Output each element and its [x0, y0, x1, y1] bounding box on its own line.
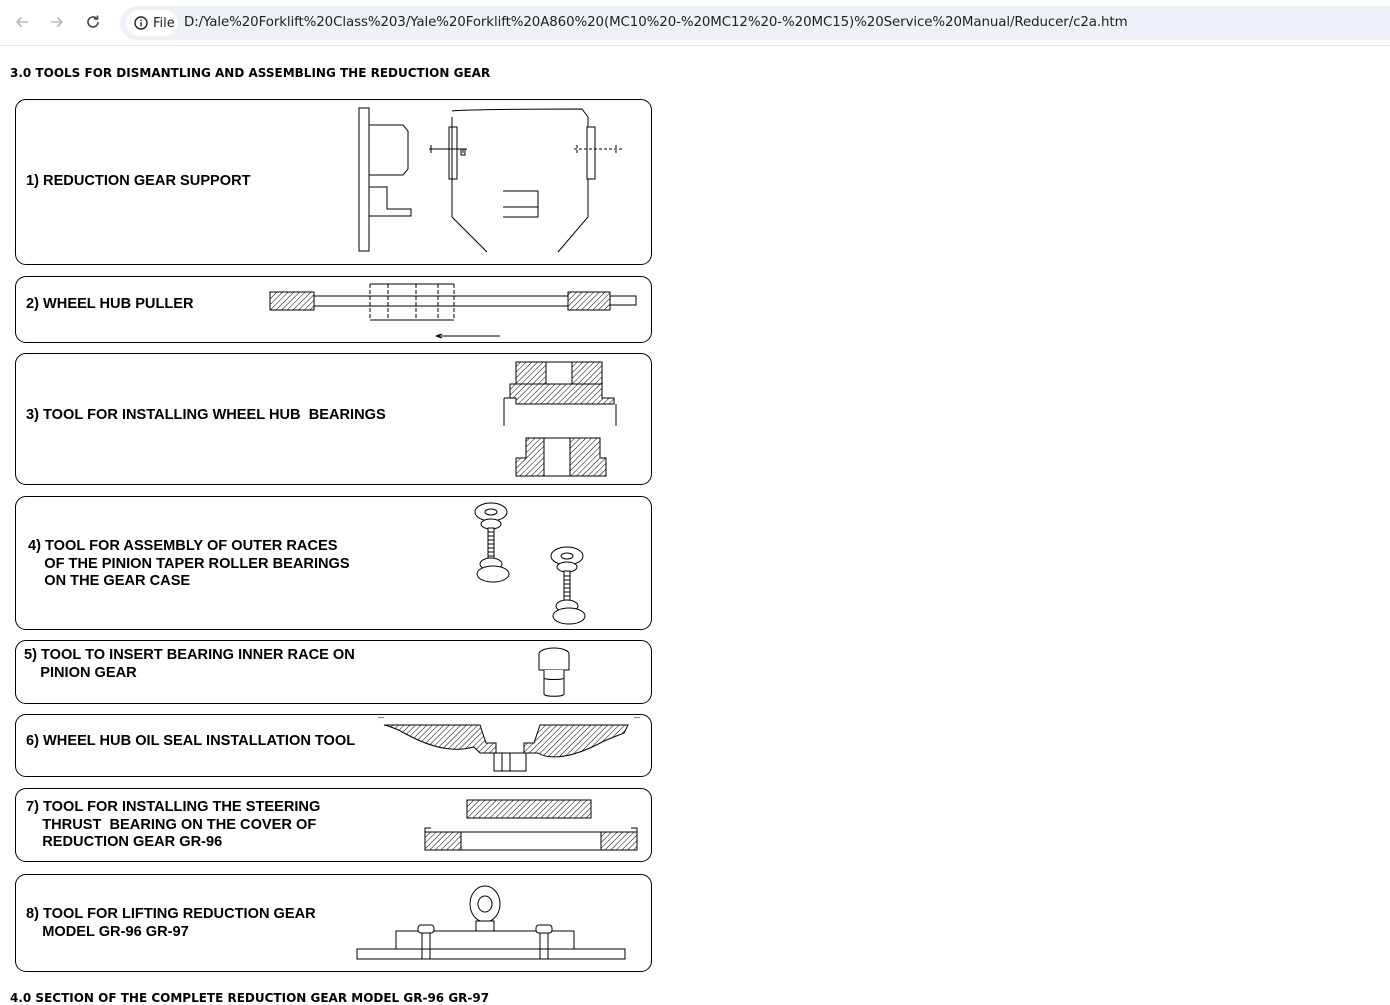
protocol-label: File — [153, 15, 175, 31]
browser-toolbar — [0, 0, 1390, 46]
url-text[interactable]: D:/Yale%20Forklift%20Class%203/Yale%20Forklift%20A860%20(MC10%20-%20MC12%20-%20MC15)%20Service%20Manual/Reducer/c2a.htm — [184, 15, 1128, 30]
reduction-gear-support-drawing — [351, 105, 641, 255]
tool-label: 2) WHEEL HUB PULLER — [26, 296, 194, 312]
site-info-chip[interactable] — [126, 10, 178, 36]
tool-panel-2 — [15, 276, 652, 343]
tool-panel-6 — [15, 714, 652, 777]
tool-panel-5 — [15, 640, 652, 704]
reload-icon — [85, 14, 101, 30]
bearing-installer-drawing — [496, 358, 636, 480]
tool-panel-4 — [15, 496, 652, 630]
tool-label: 7) TOOL FOR INSTALLING THE STEERING THRUST BEARING ON THE COVER OF REDUCTION GEAR GR-96 — [26, 799, 321, 850]
tool-panel-7 — [15, 788, 652, 862]
arrow-right-icon — [49, 14, 65, 30]
tool-label: 4) TOOL FOR ASSEMBLY OF OUTER RACES OF THE PINION TAPER ROLLER BEARINGS ON THE GEAR CASE — [28, 538, 350, 589]
back-button[interactable] — [9, 9, 35, 35]
forward-button[interactable] — [44, 9, 70, 35]
arrow-left-icon — [14, 14, 30, 30]
tool-label: 5) TOOL TO INSERT BEARING INNER RACE ON PINION GEAR — [24, 647, 355, 681]
tool-label: 8) TOOL FOR LIFTING REDUCTION GEAR MODEL GR-96 GR-97 — [26, 906, 316, 940]
page-title: 3.0 TOOLS FOR DISMANTLING AND ASSEMBLING THE REDUCTION GEAR — [10, 66, 491, 80]
tool-label: 1) REDUCTION GEAR SUPPORT — [26, 173, 251, 189]
address-bar[interactable] — [120, 6, 1390, 40]
next-section-heading: 4.0 SECTION OF THE COMPLETE REDUCTION GEAR MODEL GR-96 GR-97 — [10, 991, 490, 1005]
tool-panel-3 — [15, 353, 652, 485]
tool-panel-8 — [15, 874, 652, 972]
thrust-bearing-tool-drawing — [421, 796, 641, 856]
tool-panel-1 — [15, 99, 652, 265]
tool-label: 3) TOOL FOR INSTALLING WHEEL HUB BEARINGS — [26, 407, 386, 423]
reload-button[interactable] — [80, 9, 106, 35]
wheel-hub-puller-drawing — [266, 280, 641, 340]
lifting-tool-drawing — [354, 883, 629, 965]
oil-seal-installer-drawing — [378, 717, 640, 775]
inner-race-tool-drawing — [536, 644, 576, 702]
info-icon — [134, 16, 148, 30]
tool-label: 6) WHEEL HUB OIL SEAL INSTALLATION TOOL — [26, 733, 356, 749]
outer-race-tool-drawing — [471, 502, 591, 628]
